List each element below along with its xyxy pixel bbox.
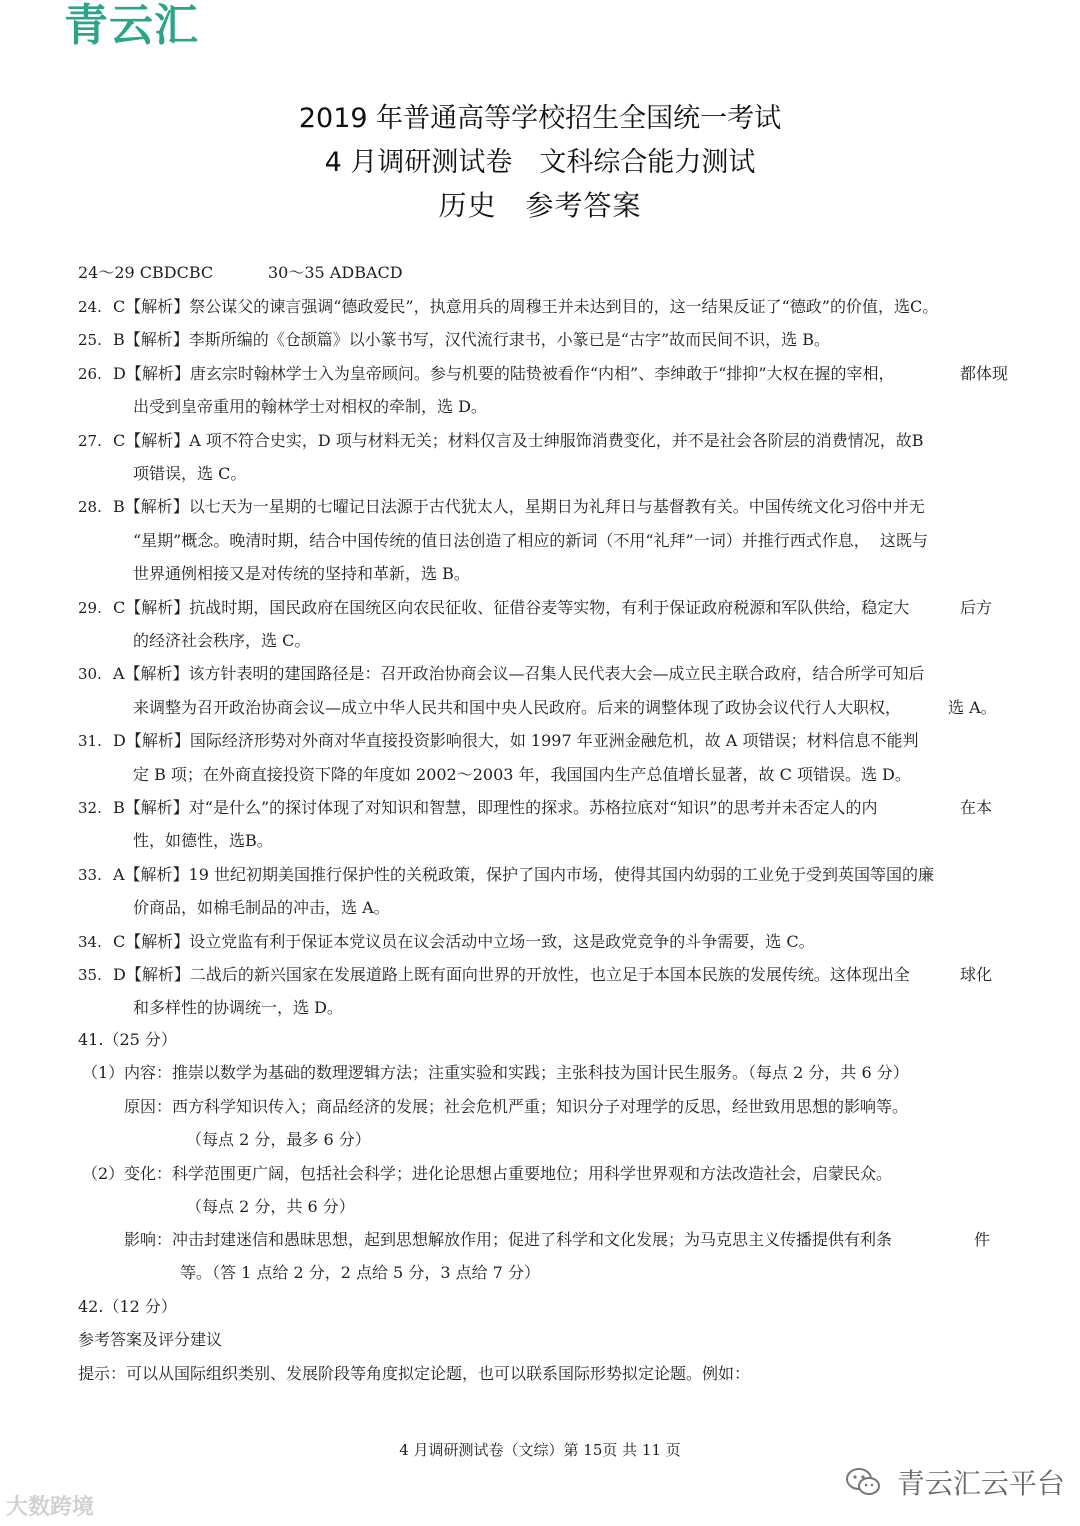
item-number: 28. (78, 498, 102, 517)
item-text-continued: 性，如德性，选B。 (133, 831, 273, 851)
logo-text: 青云汇 (64, 0, 199, 51)
item-text: B【解析】李斯所编的《仓颉篇》以小篆书写，汉代流行隶书，小篆已是“古字”故而民间不识，选 B。 (113, 330, 830, 350)
watermark-left (6, 1490, 94, 1521)
item-number: 35. (78, 966, 102, 984)
item-number: 30. (78, 665, 102, 684)
item-text: B【解析】以七天为一星期的七曜记日法源于古代犹太人，星期日为礼拜日与基督教有关。中国传统文化习俗中并无 (113, 497, 925, 517)
exam-title: 2019 年普通高等学校招生全国统一考试 (298, 103, 782, 134)
item-text: B【解析】对“是什么”的探讨体现了对知识和智慧，即理性的探求。苏格拉底对“知识”的思考并未否定人的内 (113, 798, 878, 817)
q41-part2-impact-score: 等。（答 1 点给 2 分，2 点给 5 分，3 点给 7 分） (180, 1263, 540, 1282)
item-number: 32. (78, 799, 102, 817)
item-number: 34. (78, 932, 102, 951)
item-text: A【解析】该方针表明的建国路径是：召开政治协商会议—召集人民代表大会—成立民主联合政府，结合所学可知后 (113, 664, 925, 684)
item-number: 24. (78, 298, 102, 316)
q41-part2-score: （每点 2 分，共 6 分） (186, 1197, 355, 1216)
item-text-tail: 球化 (960, 965, 993, 984)
item-text-tail: 在本 (960, 798, 993, 817)
item-number: 25. (78, 331, 102, 350)
item-text: C【解析】抗战时期，国民政府在国统区向农民征收、征借谷麦等实物，有利于保证政府税源和军队供给，稳定大 (113, 597, 910, 617)
item-text-continued: 的经济社会秩序，选 C。 (133, 631, 311, 650)
item-number: 33. (78, 865, 102, 884)
item-text-continued: 价商品，如棉毛制品的冲击，选 A。 (133, 898, 390, 918)
item-text: D【解析】国际经济形势对外商对华直接投资影响很大，如 1997 年亚洲金融危机，故 A 项错误；材料信息不能判 (113, 731, 919, 751)
q41-part1-reason: 原因：西方科学知识传入；商品经济的发展；社会危机严重；知识分子对理学的反思，经世致用思想的影响等。 (124, 1097, 909, 1116)
q41-part1-content: 内容：推崇以数学为基础的数理逻辑方法；注重实验和实践；主张科技为国计民生服务。（每点 2 分，共 6 分） (124, 1063, 909, 1082)
item-number: 29. (78, 598, 102, 617)
wechat-icon (846, 1467, 880, 1504)
answer-summary-b: 30～35 ADBACD (268, 263, 403, 282)
section-title: 历史 参考答案 (438, 189, 642, 222)
item-text: C【解析】A 项不符合史实，D 项与材料无关；材料仅言及士绅服饰消费变化，并不是社会各阶层的消费情况，故B (113, 430, 924, 450)
item-text-tail: 选 A。 (948, 697, 997, 717)
item-text-continued: 来调整为召开政治协商会议—成立中华人民共和国中央人民政府。后来的调整体现了政协会议代行人大职权， (133, 697, 902, 717)
q41-part2-impact: 影响：冲击封建迷信和愚昧思想，起到思想解放作用；促进了科学和文化发展；为马克思主义传播提供有利条 (124, 1230, 893, 1249)
item-number: 27. (78, 431, 102, 450)
q41-part2-impact-tail: 件 (974, 1230, 991, 1249)
answer-summary-a: 24～29 CBDCBC (78, 263, 214, 282)
item-text: C【解析】祭公谋父的谏言强调“德政爱民”，执意用兵的周穆王并未达到目的，这一结果反证了“德政”的价值，选C。 (113, 297, 939, 316)
q41-part2-label: （2） (82, 1164, 125, 1183)
item-text-tail: 都体现 (960, 363, 1009, 383)
q42-hint: 提示：可以从国际组织类别、发展阶段等角度拟定论题，也可以联系国际形势拟定论题。例如： (78, 1364, 751, 1383)
exam-subtitle: 4 月调研测试卷 文科综合能力测试 (324, 147, 756, 178)
watermark-left-text: 大数跨境 (6, 1495, 95, 1520)
q41-part1-label: （1） (82, 1063, 125, 1082)
item-text-continued: 定 B 项；在外商直接投资下降的年度如 2002～2003 年，我国国内生产总值增长显著，故 C 项错误。选 D。 (133, 764, 911, 784)
item-text-continued: “星期”概念。晚清时期，结合中国传统的值日法创造了相应的新词（不用“礼拜”一词）并推行西式作息， 这既与 (133, 530, 928, 550)
page-footer: 4 月调研测试卷（文综）第 15页 共 11 页 (399, 1441, 681, 1459)
item-text-tail: 后方 (960, 597, 993, 617)
item-text-continued: 世界通例相接又是对传统的坚持和革新，选 B。 (133, 564, 470, 584)
q41-part1-score: （每点 2 分，最多 6 分） (186, 1130, 371, 1149)
watermark-right (846, 1462, 1065, 1504)
item-number: 31. (78, 732, 102, 751)
q41-part2-change: 变化：科学范围更广阔，包括社会科学；进化论思想占重要地位；用科学世界观和方法改造社会，启蒙民众。 (124, 1164, 893, 1183)
q41-heading: 41.（25 分） (78, 1030, 177, 1049)
item-text: D【解析】二战后的新兴国家在发展道路上既有面向世界的开放性，也立足于本国本民族的发展传统。这体现出全 (113, 965, 910, 984)
item-text: C【解析】设立党监有利于保证本党议员在议会活动中立场一致，这是政党竞争的斗争需要，选 C。 (113, 931, 815, 951)
q42-subheading: 参考答案及评分建议 (78, 1330, 223, 1349)
item-number: 26. (78, 364, 102, 383)
item-text: A【解析】19 世纪初期美国推行保护性的关税政策，保护了国内市场，使得其国内幼弱的工业免于受到英国等国的廉 (113, 864, 935, 884)
brand-logo (64, 0, 199, 52)
item-text-continued: 项错误，选 C。 (133, 464, 247, 483)
item-text-continued: 和多样性的协调统一，选 D。 (133, 998, 343, 1018)
item-text: D【解析】唐玄宗时翰林学士入为皇帝顾问。参与机要的陆贽被看作“内相”、李绅敢于“排抑”大权在握的宰相， (113, 363, 895, 383)
watermark-right-text: 青云汇云平台 (896, 1467, 1065, 1500)
q42-heading: 42.（12 分） (78, 1297, 177, 1316)
item-text-continued: 出受到皇帝重用的翰林学士对相权的牵制，选 D。 (133, 397, 487, 417)
